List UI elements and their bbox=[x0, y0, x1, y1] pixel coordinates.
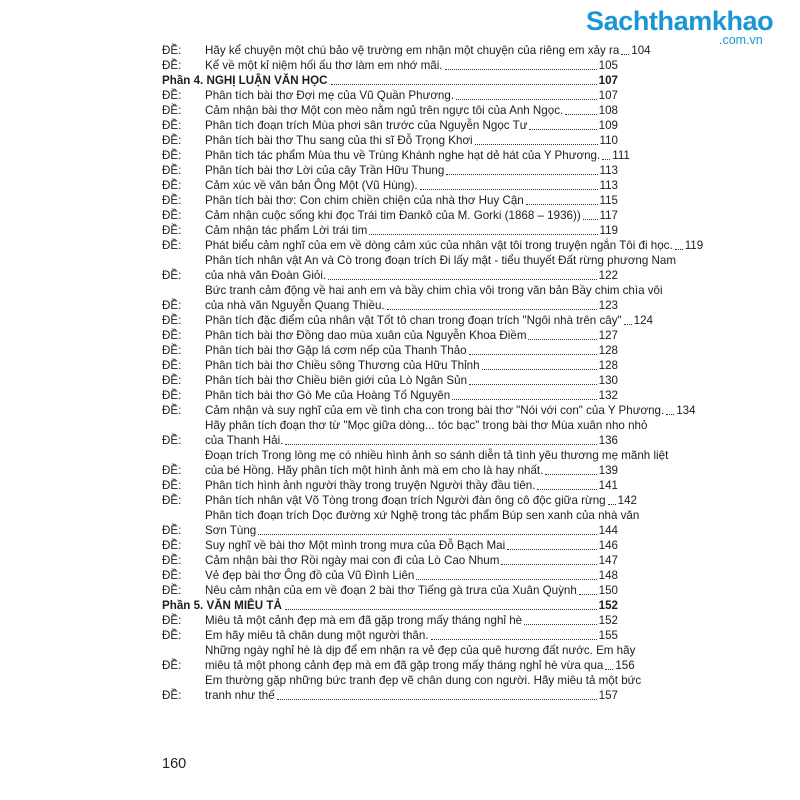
dot-leader bbox=[258, 534, 596, 535]
entry-title: Phát biểu cảm nghĩ của em về dòng cảm xúc của nhân vật tôi trong truyện ngắn Tôi đi học. bbox=[205, 239, 673, 252]
page-ref: 108 bbox=[598, 104, 618, 117]
entry-label: ĐỀ: bbox=[162, 194, 182, 207]
page-ref: 141 bbox=[598, 479, 618, 492]
page-ref: 152 bbox=[598, 614, 618, 627]
dot-leader bbox=[501, 564, 596, 565]
entry-label: ĐỀ: bbox=[162, 179, 182, 192]
dot-leader bbox=[621, 54, 629, 55]
dot-leader bbox=[565, 114, 596, 115]
toc-entry bbox=[162, 388, 618, 403]
page-ref: 128 bbox=[598, 344, 618, 357]
toc-entry bbox=[162, 448, 669, 478]
entry-title: Phân tích nhân vật An và Cò trong đoạn trích Đi lấy mật - tiểu thuyết Đất rừng phương Nam bbox=[205, 254, 677, 267]
page-ref: 136 bbox=[598, 434, 618, 447]
entry-label: ĐỀ: bbox=[162, 659, 182, 672]
toc-entry bbox=[162, 358, 618, 373]
toc-entry bbox=[162, 418, 648, 448]
entry-label: ĐỀ: bbox=[162, 164, 182, 177]
toc-entry bbox=[162, 343, 618, 358]
dot-leader bbox=[328, 279, 596, 280]
entry-title: Sơn Tùng bbox=[205, 524, 257, 537]
entry-title: Phân tích bài thơ Gặp lá cơm nếp của Thanh Thảo bbox=[205, 344, 467, 357]
dot-leader bbox=[469, 384, 597, 385]
entry-title: Phân tích nhân vật Võ Tòng trong đoạn trích Người đàn ông cô độc giữa rừng bbox=[205, 494, 606, 507]
toc-entry bbox=[162, 613, 618, 628]
dot-leader bbox=[579, 594, 597, 595]
entry-title: Phân tích tác phẩm Mùa thu về Trùng Khánh nghe hạt dẻ hát của Y Phương. bbox=[205, 149, 601, 162]
dot-leader bbox=[445, 69, 597, 70]
toc-entry bbox=[162, 478, 618, 493]
entry-label: ĐỀ: bbox=[162, 689, 182, 702]
entry-title: Hãy kể chuyện một chú bảo vệ trường em nhận một chuyện của riêng em xảy ra bbox=[205, 44, 620, 57]
entry-title: Cảm xúc về văn bản Ông Một (Vũ Hùng). bbox=[205, 179, 418, 192]
toc-entry bbox=[162, 568, 618, 583]
page-ref: 147 bbox=[598, 554, 618, 567]
page-ref: 155 bbox=[598, 629, 618, 642]
dot-leader bbox=[666, 414, 674, 415]
dot-leader bbox=[507, 549, 596, 550]
page-ref: 107 bbox=[598, 74, 618, 87]
entry-title: Đoạn trích Trong lòng mẹ có nhiều hình ảnh so sánh diễn tả tình yêu thương mẹ mãnh liệt bbox=[205, 449, 669, 462]
toc-part-heading bbox=[162, 73, 618, 88]
entry-label: ĐỀ: bbox=[162, 299, 182, 312]
entry-label: ĐỀ: bbox=[162, 149, 182, 162]
entry-title: Cảm nhận cuộc sống khi đọc Trái tim Đankô của M. Gorki (1868 – 1936)) bbox=[205, 209, 581, 222]
toc-entry bbox=[162, 313, 653, 328]
entry-title: tranh như thế bbox=[205, 689, 275, 702]
dot-leader bbox=[605, 669, 613, 670]
page-ref: 156 bbox=[615, 659, 635, 672]
logo-domain: .com.vn bbox=[719, 33, 763, 47]
dot-leader bbox=[369, 234, 597, 235]
dot-leader bbox=[446, 174, 597, 175]
dot-leader bbox=[456, 99, 597, 100]
entry-title: của nhà văn Nguyễn Quang Thiều. bbox=[205, 299, 385, 312]
entry-title: của nhà văn Đoàn Giỏi. bbox=[205, 269, 327, 282]
entry-label: ĐỀ: bbox=[162, 464, 182, 477]
toc-entry bbox=[162, 643, 636, 673]
entry-label: ĐỀ: bbox=[162, 554, 182, 567]
toc-entry bbox=[162, 373, 618, 388]
entry-label: ĐỀ: bbox=[162, 104, 182, 117]
toc-entry bbox=[162, 88, 618, 103]
entry-title: Phân tích đặc điểm của nhân vật Tốt tô chan trong đoạn trích "Ngôi nhà trên cây" bbox=[205, 314, 622, 327]
toc-entry bbox=[162, 253, 677, 283]
toc-entry bbox=[162, 103, 618, 118]
entry-label: ĐỀ: bbox=[162, 329, 182, 342]
page-ref: 128 bbox=[598, 359, 618, 372]
page-ref: 148 bbox=[598, 569, 618, 582]
dot-leader bbox=[583, 219, 598, 220]
entry-title: của bé Hồng. Hãy phân tích một hình ảnh mà em cho là hay nhất. bbox=[205, 464, 544, 477]
dot-leader bbox=[431, 639, 597, 640]
entry-label: ĐỀ: bbox=[162, 209, 182, 222]
entry-title: Những ngày nghỉ hè là dịp để em nhận ra vẻ đẹp của quê hương đất nước. Em hãy bbox=[205, 644, 636, 657]
page-ref: 122 bbox=[598, 269, 618, 282]
entry-title: Phân tích bài thơ Chiều biên giới của Lò Ngân Sủn bbox=[205, 374, 468, 387]
toc-entry bbox=[162, 538, 618, 553]
entry-title: Phân tích hình ảnh người thầy trong truyện Người thầy đầu tiên. bbox=[205, 479, 536, 492]
entry-label: ĐỀ: bbox=[162, 629, 182, 642]
entry-label: ĐỀ: bbox=[162, 224, 182, 237]
page-ref: 134 bbox=[676, 404, 696, 417]
entry-label: ĐỀ: bbox=[162, 404, 182, 417]
toc-entry bbox=[162, 283, 663, 313]
dot-leader bbox=[469, 354, 597, 355]
page-ref: 123 bbox=[598, 299, 618, 312]
entry-label: ĐỀ: bbox=[162, 524, 182, 537]
entry-title: Phân tích bài thơ Đợi mẹ của Vũ Quần Phương. bbox=[205, 89, 455, 102]
entry-title: Bức tranh cảm động về hai anh em và bầy chim chìa vôi trong văn bản Bầy chim chìa vôi bbox=[205, 284, 663, 297]
logo-wordmark: Sachthamkhao bbox=[586, 6, 774, 36]
toc-entry bbox=[162, 403, 696, 418]
entry-title: Phân tích bài thơ Đồng dao mùa xuân của Nguyễn Khoa Điềm bbox=[205, 329, 527, 342]
entry-label: ĐỀ: bbox=[162, 59, 182, 72]
page-ref: 132 bbox=[598, 389, 618, 402]
page-ref: 144 bbox=[598, 524, 618, 537]
entry-title: Phân tích đoạn trích Mùa phơi sân trước của Nguyễn Ngọc Tư bbox=[205, 119, 528, 132]
toc-entry bbox=[162, 178, 618, 193]
dot-leader bbox=[524, 624, 597, 625]
entry-label: ĐỀ: bbox=[162, 89, 182, 102]
toc-entry bbox=[162, 238, 704, 253]
dot-leader bbox=[675, 249, 683, 250]
dot-leader bbox=[545, 474, 596, 475]
entry-title: của Thanh Hải. bbox=[205, 434, 284, 447]
dot-leader bbox=[277, 699, 597, 700]
entry-title: Phân tích bài thơ Thu sang của thi sĩ Đỗ Trọng Khơi bbox=[205, 134, 473, 147]
toc-entry bbox=[162, 148, 630, 163]
dot-leader bbox=[331, 84, 597, 85]
entry-label: ĐỀ: bbox=[162, 374, 182, 387]
page-number: 160 bbox=[162, 756, 187, 772]
page-ref: 104 bbox=[631, 44, 651, 57]
entry-title: Phân tích đoạn trích Dọc đường xứ Nghệ trong tác phẩm Búp sen xanh của nhà văn bbox=[205, 509, 640, 522]
entry-title: Cảm nhận tác phẩm Lời trái tim bbox=[205, 224, 368, 237]
page-ref: 113 bbox=[599, 164, 618, 177]
toc-entry bbox=[162, 133, 618, 148]
entry-label: ĐỀ: bbox=[162, 614, 182, 627]
entry-title: Vẻ đẹp bài thơ Ông đồ của Vũ Đình Liên bbox=[205, 569, 415, 582]
page-ref: 150 bbox=[598, 584, 618, 597]
dot-leader bbox=[537, 489, 596, 490]
entry-title: Cảm nhận bài thơ Rồi ngày mai con đi của Lò Cao Nhum bbox=[205, 554, 500, 567]
entry-title: miêu tả một phong cảnh đẹp mà em đã gặp trong mấy tháng nghỉ hè vừa qua bbox=[205, 659, 604, 672]
entry-label: ĐỀ: bbox=[162, 269, 182, 282]
toc-entry bbox=[162, 43, 651, 58]
entry-title: Suy nghĩ về bài thơ Một mình trong mưa của Đỗ Bạch Mai bbox=[205, 539, 506, 552]
entry-title: Cảm nhận bài thơ Một con mèo nằm ngủ trên ngực tôi của Anh Ngọc. bbox=[205, 104, 564, 117]
entry-label: ĐỀ: bbox=[162, 584, 182, 597]
entry-title: Miêu tả một cảnh đẹp mà em đã gặp trong mấy tháng nghỉ hè bbox=[205, 614, 523, 627]
dot-leader bbox=[387, 309, 597, 310]
toc-entry bbox=[162, 118, 618, 133]
toc-entry bbox=[162, 58, 618, 73]
page-ref: 107 bbox=[598, 89, 618, 102]
part-title: Phần 4. NGHỊ LUẬN VĂN HỌC bbox=[162, 74, 328, 87]
page-ref: 110 bbox=[599, 134, 618, 147]
dot-leader bbox=[416, 579, 596, 580]
page-ref: 146 bbox=[598, 539, 618, 552]
page-ref: 105 bbox=[598, 59, 618, 72]
toc-entry bbox=[162, 163, 618, 178]
entry-title: Cảm nhận và suy nghĩ của em về tình cha con trong bài thơ "Nói với con" của Y Phương. bbox=[205, 404, 665, 417]
entry-label: ĐỀ: bbox=[162, 314, 182, 327]
entry-label: ĐỀ: bbox=[162, 359, 182, 372]
dot-leader bbox=[475, 144, 598, 145]
toc-entry bbox=[162, 193, 618, 208]
dot-leader bbox=[285, 609, 597, 610]
toc-entry bbox=[162, 208, 618, 223]
toc-entry bbox=[162, 223, 618, 238]
entry-title: Phân tích bài thơ Chiều sông Thương của Hữu Thỉnh bbox=[205, 359, 480, 372]
dot-leader bbox=[624, 324, 632, 325]
dot-leader bbox=[602, 159, 610, 160]
toc-part-heading bbox=[162, 598, 618, 613]
dot-leader bbox=[608, 504, 616, 505]
table-of-contents bbox=[162, 43, 704, 703]
dot-leader bbox=[285, 444, 596, 445]
entry-label: ĐỀ: bbox=[162, 389, 182, 402]
page-ref: 152 bbox=[598, 599, 618, 612]
page-ref: 127 bbox=[598, 329, 618, 342]
toc-entry bbox=[162, 328, 618, 343]
dot-leader bbox=[528, 339, 596, 340]
dot-leader bbox=[420, 189, 598, 190]
entry-title: Phân tích bài thơ Lời của cây Trần Hữu Thung bbox=[205, 164, 445, 177]
page-ref: 113 bbox=[599, 179, 618, 192]
toc-entry bbox=[162, 583, 618, 598]
entry-label: ĐỀ: bbox=[162, 134, 182, 147]
entry-label: ĐỀ: bbox=[162, 569, 182, 582]
page-ref: 157 bbox=[598, 689, 618, 702]
entry-label: ĐỀ: bbox=[162, 239, 182, 252]
dot-leader bbox=[452, 399, 596, 400]
entry-title: Phân tích bài thơ: Con chim chiền chiện của nhà thơ Huy Cận bbox=[205, 194, 524, 207]
toc-entry bbox=[162, 553, 618, 568]
page-ref: 139 bbox=[598, 464, 618, 477]
page-ref: 142 bbox=[617, 494, 637, 507]
page-ref: 124 bbox=[633, 314, 653, 327]
publisher-logo bbox=[586, 6, 786, 47]
dot-leader bbox=[529, 129, 596, 130]
entry-title: Em thường gặp những bức tranh đẹp vẽ chân dung con người. Hãy miêu tả một bức bbox=[205, 674, 642, 687]
page-ref: 109 bbox=[598, 119, 618, 132]
entry-title: Phân tích bài thơ Gò Me của Hoàng Tố Nguyên bbox=[205, 389, 451, 402]
entry-label: ĐỀ: bbox=[162, 494, 182, 507]
toc-entry bbox=[162, 493, 637, 508]
entry-label: ĐỀ: bbox=[162, 119, 182, 132]
entry-title: Kể về một kỉ niệm hối ấu thơ làm em nhớ mãi. bbox=[205, 59, 443, 72]
page-ref: 111 bbox=[612, 149, 630, 162]
page-ref: 130 bbox=[598, 374, 618, 387]
entry-label: ĐỀ: bbox=[162, 434, 182, 447]
page-ref: 119 bbox=[599, 224, 618, 237]
dot-leader bbox=[526, 204, 598, 205]
entry-label: ĐỀ: bbox=[162, 539, 182, 552]
entry-title: Em hãy miêu tả chân dung một người thân. bbox=[205, 629, 429, 642]
entry-title: Nêu cảm nhận của em về đoạn 2 bài thơ Tiếng gà trưa của Xuân Quỳnh bbox=[205, 584, 577, 597]
page-ref: 117 bbox=[599, 209, 618, 222]
entry-label: ĐỀ: bbox=[162, 44, 182, 57]
toc-entry bbox=[162, 673, 642, 703]
toc-entry bbox=[162, 628, 618, 643]
entry-title: Hãy phân tích đoạn thơ từ "Mọc giữa dòng... tóc bạc" trong bài thơ Mùa xuân nho nhỏ bbox=[205, 419, 648, 432]
entry-label: ĐỀ: bbox=[162, 344, 182, 357]
dot-leader bbox=[482, 369, 597, 370]
part-title: Phần 5. VĂN MIÊU TẢ bbox=[162, 599, 282, 612]
page-ref: 115 bbox=[599, 194, 618, 207]
page-ref: 119 bbox=[684, 239, 704, 252]
toc-entry bbox=[162, 508, 640, 538]
entry-label: ĐỀ: bbox=[162, 479, 182, 492]
